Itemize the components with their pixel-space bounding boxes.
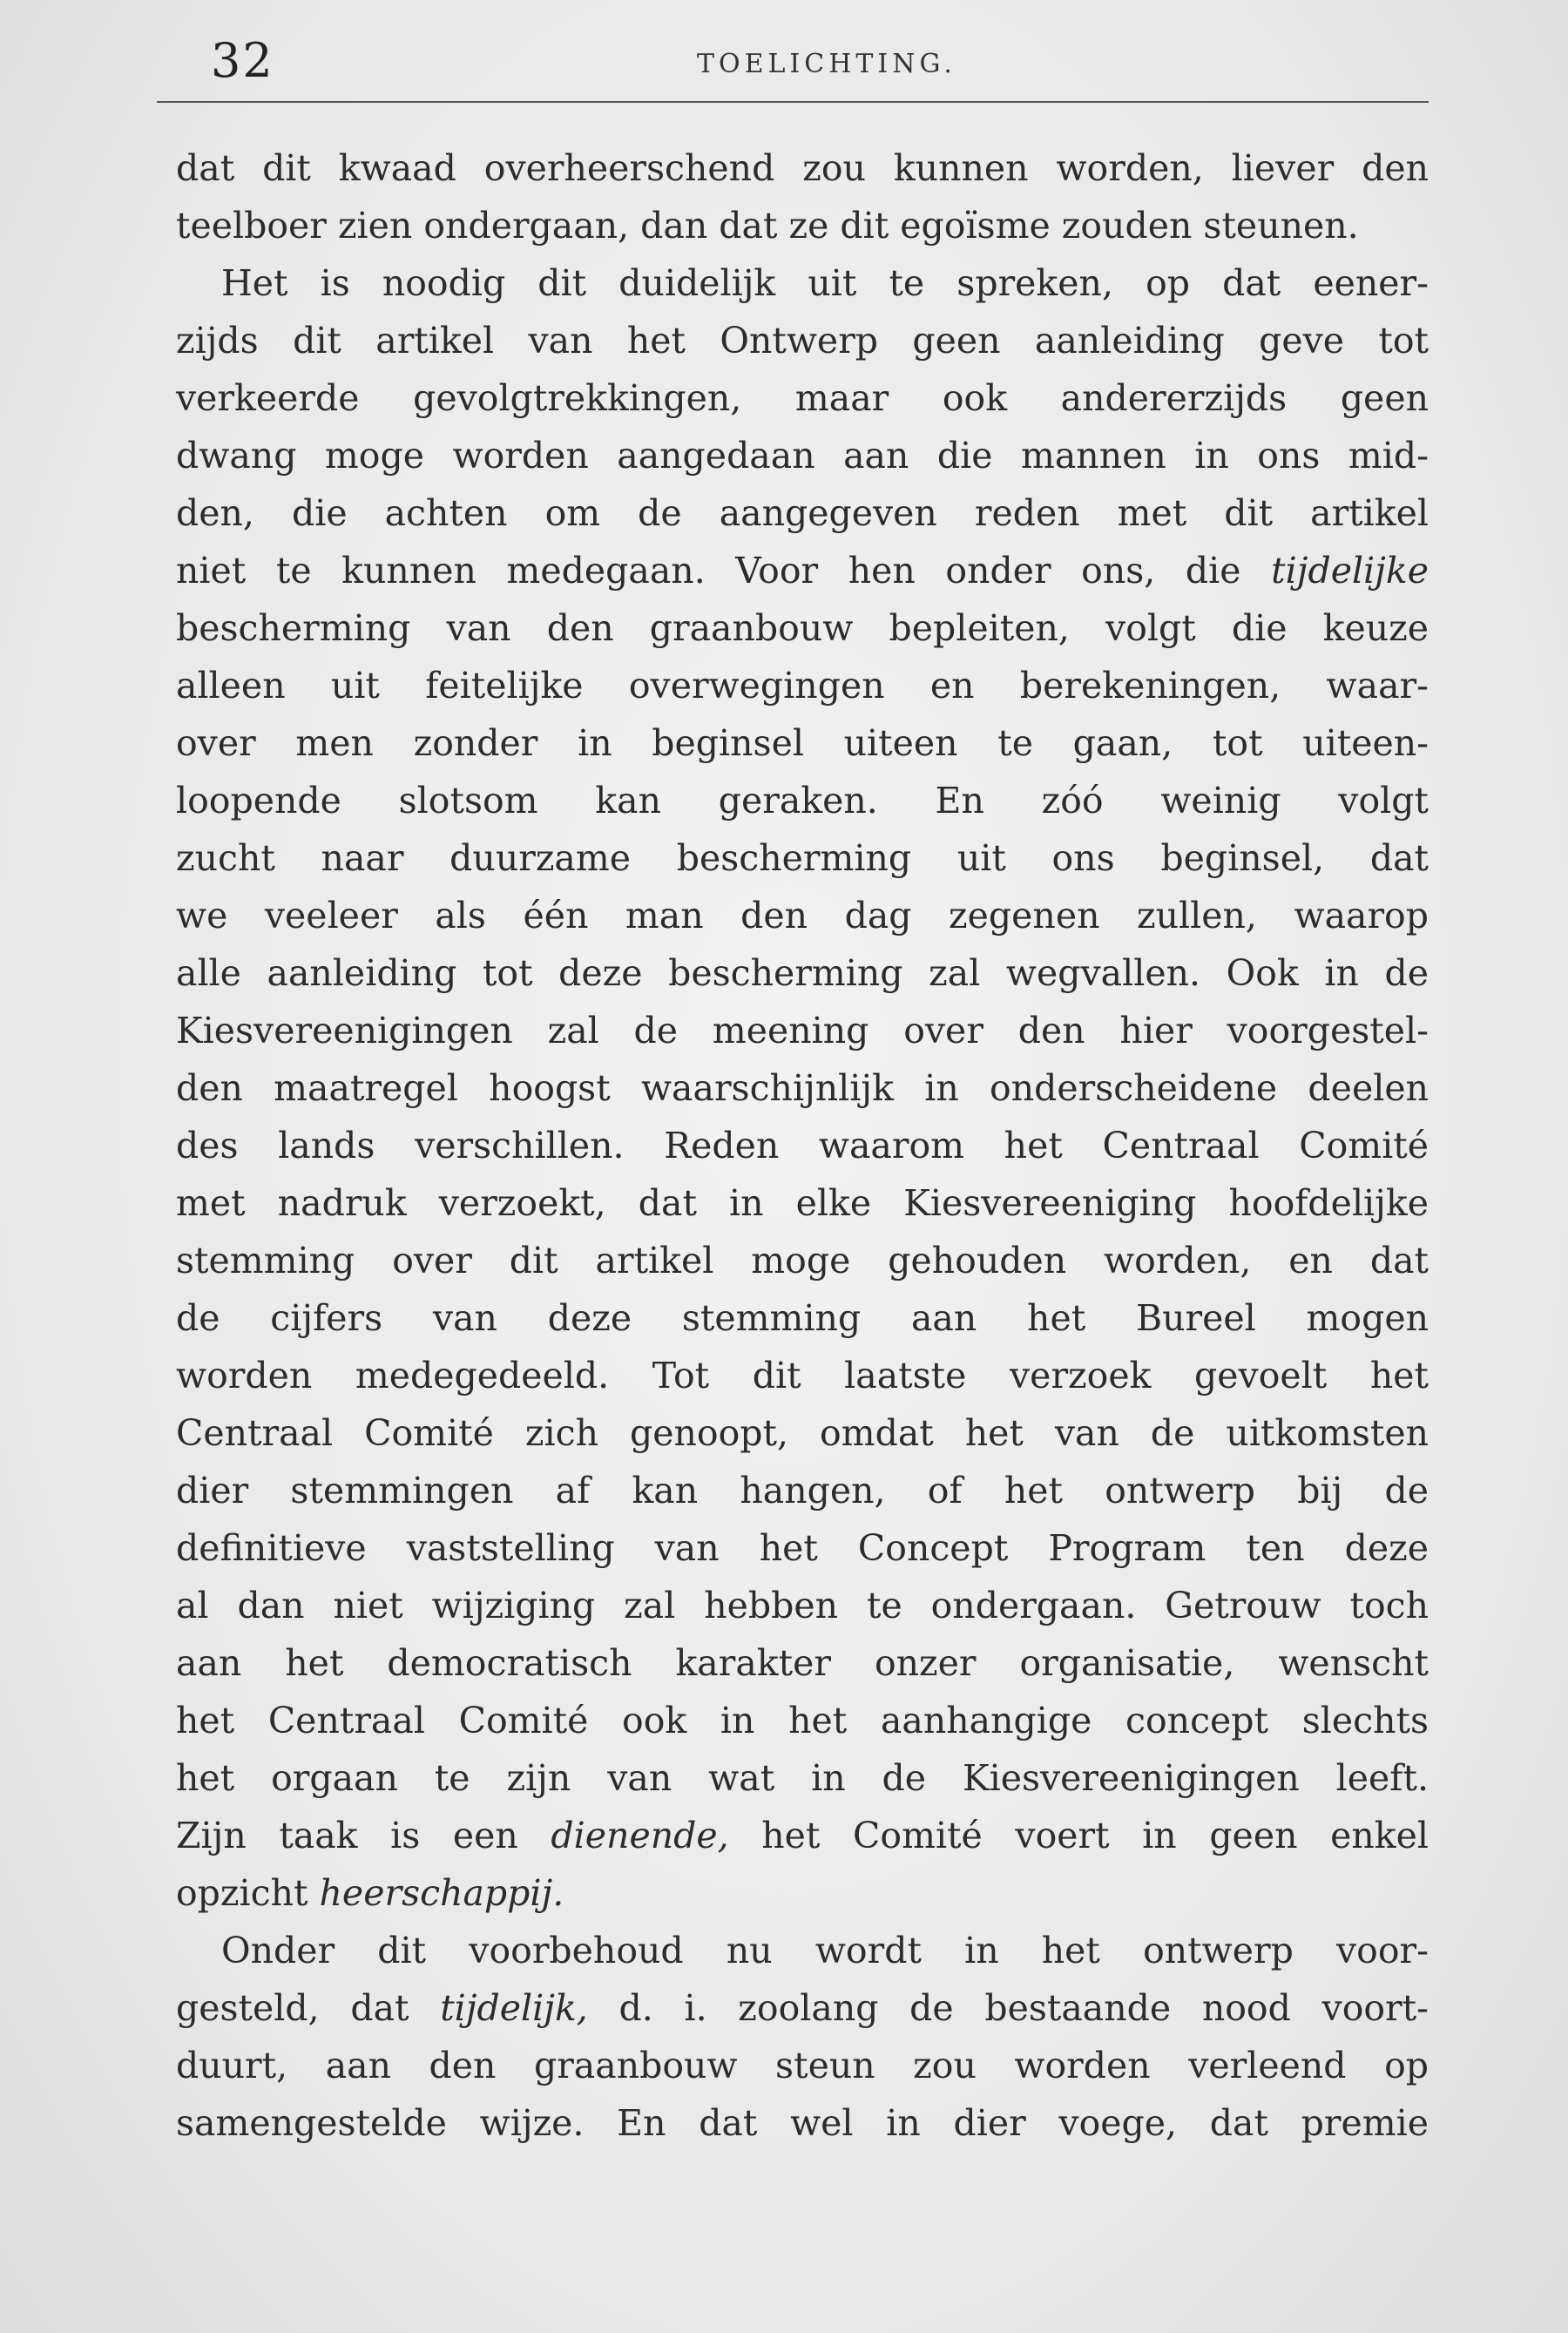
text-line: [176, 369, 1429, 427]
italic-emphasis: tijdelijk,: [440, 1987, 588, 2029]
text-line: [176, 484, 1429, 542]
text-line: [176, 1059, 1429, 1117]
text-line: [176, 1174, 1429, 1232]
line-text: opzicht: [176, 1872, 320, 1914]
line-text: bescherming van den graanbouw bepleiten, volgt die keuze: [176, 607, 1429, 649]
line-text: niet te kunnen medegaan. Voor hen onder ons, die: [176, 550, 1272, 592]
line-text: gesteld, dat: [176, 1987, 441, 2029]
text-line: [176, 829, 1429, 887]
page-number: 32: [211, 33, 274, 88]
line-text: alleen uit feitelijke overwegingen en berekeningen, waar-: [176, 665, 1429, 707]
text-line: [176, 1462, 1429, 1519]
line-text: teelboer zien ondergaan, dan dat ze dit egoïsme zouden steunen.: [176, 205, 1359, 247]
line-text: den, die achten om de aangegeven reden met dit artikel: [176, 492, 1429, 534]
line-text: dat dit kwaad overheerschend zou kunnen worden, liever den: [176, 147, 1429, 189]
italic-emphasis: tijdelijke: [1271, 550, 1429, 592]
text-line: [176, 1922, 1429, 1979]
text-line: [176, 1979, 1429, 2037]
text-line: [176, 1864, 1429, 1922]
line-text: Kiesvereenigingen zal de meening over den hier voorgestel-: [176, 1010, 1429, 1052]
text-line: [176, 599, 1429, 657]
line-text: Zijn taak is een: [176, 1815, 551, 1856]
text-line: [176, 197, 1429, 254]
line-text: loopende slotsom kan geraken. En zóó weinig volgt: [176, 780, 1429, 822]
text-line: [176, 139, 1429, 197]
line-text: Centraal Comité zich genoopt, omdat het van de uitkomsten: [176, 1412, 1429, 1454]
line-text: de cijfers van deze stemming aan het Bureel mogen: [176, 1297, 1429, 1339]
text-line: [176, 1749, 1429, 1807]
text-line: [176, 1002, 1429, 1059]
running-title: TOELICHTING.: [697, 49, 956, 79]
line-text: duurt, aan den graanbouw steun zou worden verleend op: [176, 2045, 1429, 2086]
line-text-continued: het Comité voert in geen enkel: [728, 1815, 1429, 1856]
text-line: [176, 1692, 1429, 1749]
line-text: Onder dit voorbehoud nu wordt in het ontwerp voor-: [221, 1930, 1429, 1971]
line-text: met nadruk verzoekt, dat in elke Kiesvereeniging hoofdelijke: [176, 1182, 1429, 1224]
line-text: samengestelde wijze. En dat wel in dier voege, dat premie: [176, 2102, 1429, 2144]
text-line: [176, 887, 1429, 944]
text-line: [176, 542, 1429, 599]
text-line: [176, 1347, 1429, 1404]
text-line: [176, 2094, 1429, 2152]
line-text: worden medegedeeld. Tot dit laatste verzoek gevoelt het: [176, 1355, 1429, 1396]
text-line: [176, 1807, 1429, 1864]
line-text: verkeerde gevolgtrekkingen, maar ook andererzijds geen: [176, 377, 1429, 419]
line-text: definitieve vaststelling van het Concept Program ten deze: [176, 1527, 1429, 1569]
text-line: [176, 714, 1429, 772]
text-line: [176, 772, 1429, 829]
line-text: zijds dit artikel van het Ontwerp geen aanleiding geve tot: [176, 320, 1429, 362]
line-text: dwang moge worden aangedaan aan die mannen in ons mid-: [176, 435, 1429, 477]
italic-emphasis: dienende,: [551, 1815, 729, 1856]
text-line: [176, 312, 1429, 369]
line-text: dier stemmingen af kan hangen, of het ontwerp bij de: [176, 1470, 1429, 1511]
text-line: [176, 1634, 1429, 1692]
page-header: [157, 33, 1429, 103]
text-line: [176, 657, 1429, 714]
line-text: over men zonder in beginsel uiteen te gaan, tot uiteen-: [176, 722, 1429, 764]
line-text: we veeleer als één man den dag zegenen zullen, waarop: [176, 895, 1429, 937]
text-line: [176, 1117, 1429, 1174]
text-line: [176, 2037, 1429, 2094]
line-text: het Centraal Comité ook in het aanhangige concept slechts: [176, 1700, 1429, 1741]
line-text: alle aanleiding tot deze bescherming zal wegvallen. Ook in de: [176, 952, 1429, 994]
line-text: Het is noodig dit duidelijk uit te spreken, op dat eener-: [221, 262, 1429, 304]
line-text: des lands verschillen. Reden waarom het Centraal Comité: [176, 1125, 1429, 1166]
line-text: stemming over dit artikel moge gehouden worden, en dat: [176, 1240, 1429, 1281]
line-text: het orgaan te zijn van wat in de Kiesvereenigingen leeft.: [176, 1757, 1429, 1799]
text-line: [176, 944, 1429, 1002]
line-text: al dan niet wijziging zal hebben te ondergaan. Getrouw toch: [176, 1585, 1429, 1626]
body-text: [176, 139, 1429, 2152]
text-line: [176, 1289, 1429, 1347]
text-line: [176, 1577, 1429, 1634]
header-rule: [157, 101, 1429, 103]
line-text: zucht naar duurzame bescherming uit ons beginsel, dat: [176, 837, 1429, 879]
line-text: aan het democratisch karakter onzer organisatie, wenscht: [176, 1642, 1429, 1684]
line-text-continued: d. i. zoolang de bestaande nood voort-: [587, 1987, 1429, 2029]
text-line: [176, 254, 1429, 312]
text-line: [176, 427, 1429, 484]
italic-emphasis: heerschappij.: [319, 1872, 564, 1914]
text-line: [176, 1404, 1429, 1462]
text-line: [176, 1519, 1429, 1577]
line-text: den maatregel hoogst waarschijnlijk in onderscheidene deelen: [176, 1067, 1429, 1109]
text-line: [176, 1232, 1429, 1289]
